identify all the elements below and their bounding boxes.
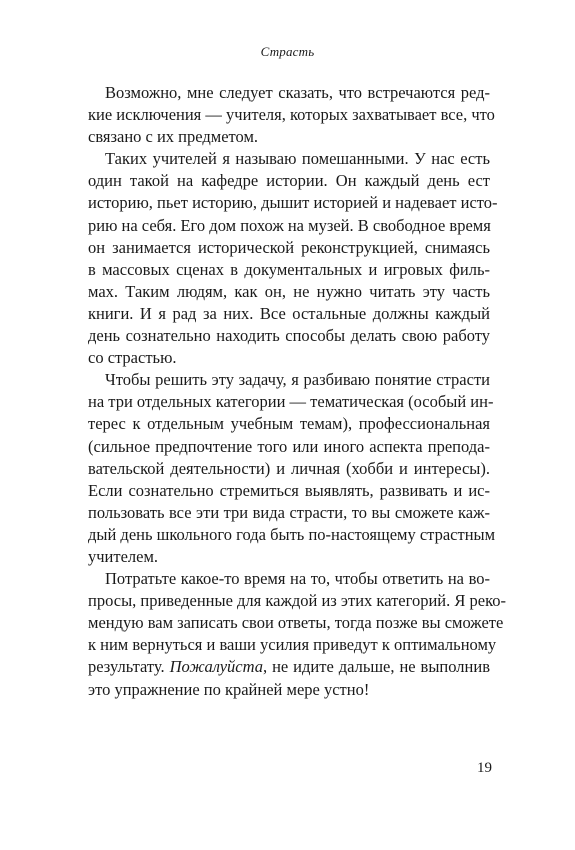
text-line: Чтобы решить эту задачу, я разбиваю понятие страсти (105, 370, 490, 390)
paragraph-1 (88, 82, 495, 148)
text-line: мах. Таким людям, как он, не нужно читать эту часть (88, 281, 490, 301)
text-line: (сильное предпочтение того или иного аспекта препода- (88, 436, 490, 456)
text-line (88, 656, 490, 678)
text-line: кие исключения — учителя, которых захватывает все, что (88, 105, 495, 125)
paragraph-4 (88, 568, 507, 701)
text-line: дый день школьного года быть по-настоящему страстным (88, 524, 496, 544)
text-line: Если сознательно стремиться выявлять, развивать и ис- (88, 480, 490, 500)
text-fragment: , не идите дальше, не выполнив (262, 657, 490, 677)
text-line: вательской деятельности) и личная (хобби и интересы). (88, 458, 490, 478)
text-line: день сознательно находить способы делать свою работу (88, 326, 490, 346)
text-line: пользовать все эти три вида страсти, то вы сможете каж- (88, 502, 490, 522)
running-head: Страсть (260, 44, 315, 59)
paragraph-2 (88, 148, 498, 369)
text-line: учителем. (88, 546, 159, 566)
text-line: просы, приведенные для каждой из этих категорий. Я реко- (88, 591, 507, 611)
text-line: на три отдельных категории — тематическая (особый ин- (88, 392, 494, 412)
text-fragment: результату. (88, 657, 170, 677)
text-line: Таких учителей я называю помешанными. У нас есть (105, 149, 490, 169)
paragraph-3 (88, 369, 496, 568)
text-line: рию на себя. Его дом похож на музей. В свободное время (88, 215, 491, 235)
text-line: один такой на кафедре истории. Он каждый день ест (88, 171, 490, 191)
text-line: со страстью. (88, 348, 177, 368)
page-number: 19 (477, 760, 492, 776)
text-line: он занимается исторической реконструкцией, снимаясь (88, 237, 490, 257)
body-text (88, 82, 507, 701)
text-line: связано с их предметом. (88, 127, 259, 147)
text-line: книги. И я рад за них. Все остальные должны каждый (88, 303, 490, 323)
text-line: мендую вам записать свои ответы, тогда позже вы сможете (88, 613, 504, 633)
text-line: Потратьте какое-то время на то, чтобы ответить на во- (105, 569, 490, 589)
text-line: терес к отдельным учебным темам), профессиональная (88, 414, 490, 434)
text-line: Возможно, мне следует сказать, что встречаются ред- (105, 83, 490, 102)
text-line: историю, пьет историю, дышит историей и надевает исто- (88, 193, 498, 213)
text-line: это упражнение по крайней мере устно! (88, 679, 370, 699)
text-line: к ним вернуться и ваши усилия приведут к оптимальному (88, 635, 497, 655)
text-line: в массовых сценах в документальных и игровых филь- (88, 259, 490, 279)
emphasis-text: Пожалуйста (169, 657, 263, 677)
